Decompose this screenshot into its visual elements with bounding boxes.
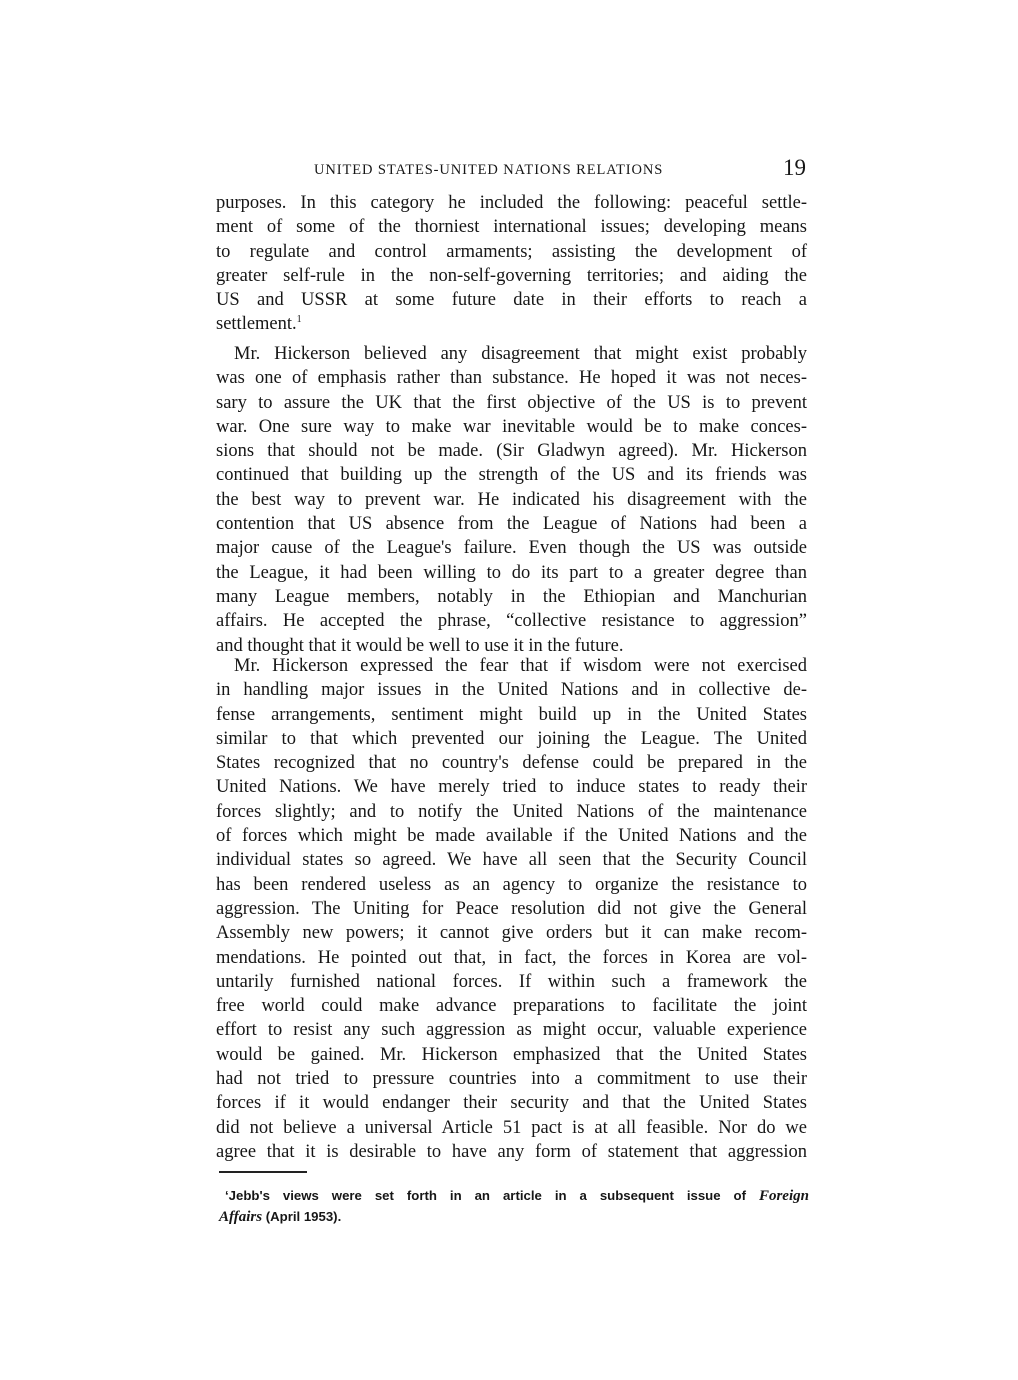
text-line: continued that building up the strength of the US and its friends was	[216, 465, 807, 486]
text-line: agree that it is desirable to have any form of statement that aggression	[216, 1141, 807, 1162]
text-line: had not tried to pressure countries into a commitment to use their	[216, 1069, 807, 1090]
footnote-line	[219, 1206, 809, 1227]
text-line: affairs. He accepted the phrase, “collective resistance to aggression”	[216, 611, 807, 632]
text-line: was one of emphasis rather than substance. He hoped it was not neces-	[216, 368, 807, 389]
footnote	[219, 1185, 809, 1227]
text-line: many League members, notably in the Ethiopian and Manchurian	[216, 586, 807, 607]
text-line: similar to that which prevented our joining the League. The United	[216, 728, 807, 749]
text-line: and thought that it would be well to use it in the future.	[216, 635, 624, 656]
text-line: individual states so agreed. We have all seen that the Security Council	[216, 850, 807, 871]
page-number: 19	[783, 155, 806, 180]
text-line: did not believe a universal Article 51 pact is at all feasible. Nor do we	[216, 1117, 807, 1138]
footnote-line	[219, 1185, 809, 1206]
footnote-divider	[219, 1171, 307, 1173]
text-line: ment of some of the thorniest international issues; developing means	[216, 217, 807, 238]
text-line: contention that US absence from the League of Nations had been a	[216, 514, 807, 535]
text-line: Mr. Hickerson believed any disagreement that might exist probably	[234, 344, 807, 364]
text-line: forces if it would endanger their security and that the United States	[216, 1093, 807, 1114]
text-line: the best way to prevent war. He indicated his disagreement with the	[216, 489, 807, 510]
text-line: has been rendered useless as an agency to organize the resistance to	[216, 874, 807, 895]
text-line: United Nations. We have merely tried to induce states to ready their	[216, 777, 807, 798]
text-line: aggression. The Uniting for Peace resolution did not give the General	[216, 898, 807, 919]
footnote-reference: 1	[296, 314, 302, 326]
paragraph-3	[216, 654, 807, 1164]
text-line: would be gained. Mr. Hickerson emphasized that the United States	[216, 1044, 807, 1065]
footnote-italic-text: Foreign	[758, 1188, 809, 1204]
text-line: States recognized that no country's defense could be prepared in the	[216, 753, 807, 774]
text-line	[216, 312, 807, 336]
text-line: US and USSR at some future date in their efforts to reach a	[216, 290, 807, 311]
text-line: Assembly new powers; it cannot give orders but it can make recom-	[216, 923, 807, 944]
text-line: fense arrangements, sentiment might build up in the United States	[216, 704, 807, 725]
text-line: Mr. Hickerson expressed the fear that if wisdom were not exercised	[234, 656, 807, 676]
text-line: untarily furnished national forces. If within such a framework the	[216, 971, 807, 992]
text-line: free world could make advance preparations to facilitate the joint	[216, 996, 807, 1017]
text-line: sions that should not be made. (Sir Gladwyn agreed). Mr. Hickerson	[216, 441, 807, 462]
header-title: UNITED STATES-UNITED NATIONS RELATIONS	[314, 162, 664, 178]
text-line: the League, it had been willing to do its part to a greater degree than	[216, 562, 807, 583]
paragraph-2	[216, 342, 807, 658]
text-line: in handling major issues in the United Nations and in collective de-	[216, 680, 807, 701]
text-line: to regulate and control armaments; assisting the development of	[216, 241, 807, 262]
text-line: greater self-rule in the non-self-governing territories; and aiding the	[216, 265, 807, 286]
text-line: forces slightly; and to notify the United Nations of the maintenance	[216, 801, 807, 822]
footnote-italic-text: Affairs	[219, 1209, 263, 1225]
text-line: of forces which might be made available if the United Nations and the	[216, 826, 807, 847]
text-line: purposes. In this category he included the following: peaceful settle-	[216, 193, 807, 213]
text-line: sary to assure the UK that the first objective of the US is to prevent	[216, 392, 807, 413]
text-line: major cause of the League's failure. Even though the US was outside	[216, 538, 807, 559]
footnote-text: (April 1953).	[265, 1209, 342, 1224]
paragraph-1	[216, 191, 807, 337]
text-line: effort to resist any such aggression as might occur, valuable experience	[216, 1020, 807, 1041]
text-line: mendations. He pointed out that, in fact, the forces in Korea are vol-	[216, 947, 807, 968]
footnote-text: ‘Jebb's views were set forth in an article in a subsequent issue of	[225, 1188, 746, 1203]
text-line: war. One sure way to make war inevitable would be to make conces-	[216, 416, 807, 437]
text-line-content: settlement.	[216, 314, 297, 335]
